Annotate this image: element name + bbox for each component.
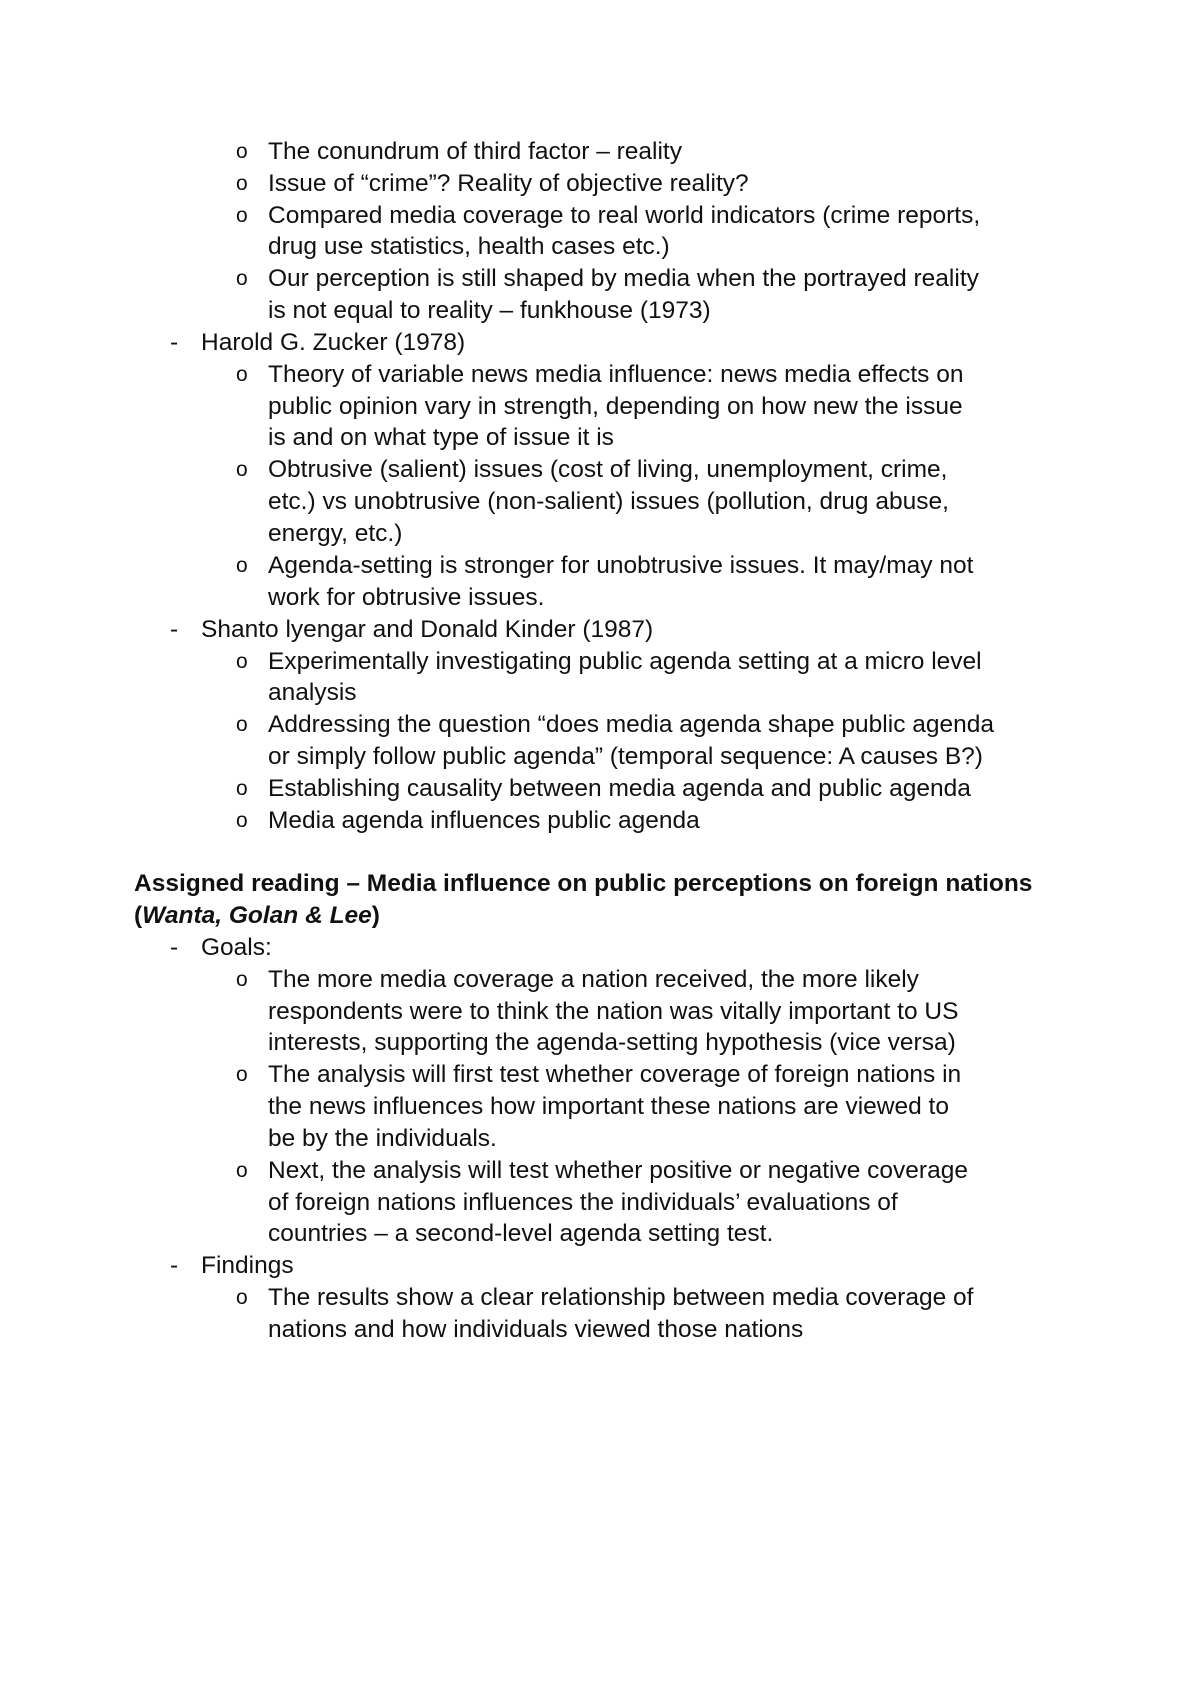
dash-marker: - [170,934,179,961]
bullet-text-continued: the news influences how important these nations are viewed to [268,1093,949,1120]
bullet-marker: o [236,1159,248,1182]
bullet-text: Compared media coverage to real world indicators (crime reports, [268,202,981,229]
authors-italic: Wanta, Golan & Lee [142,902,372,929]
bullet-text-continued: interests, supporting the agenda-setting hypothesis (vice versa) [268,1029,956,1056]
bullet-text-continued: energy, etc.) [268,520,403,547]
dash-marker: - [170,1252,179,1279]
bullet-text-continued: drug use statistics, health cases etc.) [268,233,670,260]
paren-close: ) [371,902,380,929]
section-heading-authors [134,899,380,933]
bullet-text: Obtrusive (salient) issues (cost of living, unemployment, crime, [268,456,948,483]
bullet-text-continued: countries – a second-level agenda setting test. [268,1220,774,1247]
dash-marker: - [170,329,179,356]
dash-marker: - [170,616,179,643]
bullet-text-continued: work for obtrusive issues. [268,584,545,611]
bullet-text-continued: is not equal to reality – funkhouse (1973) [268,297,711,324]
bullet-marker: o [236,777,248,800]
section-heading: Assigned reading – Media influence on public perceptions on foreign nations [134,870,1033,897]
bullet-text: The more media coverage a nation received, the more likely [268,966,919,993]
bullet-marker: o [236,363,248,386]
bullet-marker: o [236,140,248,163]
bullet-marker: o [236,204,248,227]
bullet-text: Agenda-setting is stronger for unobtrusive issues. It may/may not [268,552,974,579]
section-label-iyengar: Shanto lyengar and Donald Kinder (1987) [201,616,654,643]
goals-label: Goals: [201,934,272,961]
bullet-marker: o [236,1286,248,1309]
bullet-marker: o [236,968,248,991]
bullet-text-continued: etc.) vs unobtrusive (non-salient) issues (pollution, drug abuse, [268,488,949,515]
bullet-text-continued: respondents were to think the nation was vitally important to US [268,998,959,1025]
bullet-text: Next, the analysis will test whether positive or negative coverage [268,1157,968,1184]
bullet-marker: o [236,1063,248,1086]
bullet-marker: o [236,554,248,577]
bullet-text-continued: nations and how individuals viewed those nations [268,1316,804,1343]
bullet-text: The analysis will first test whether coverage of foreign nations in [268,1061,962,1088]
bullet-text-continued: is and on what type of issue it is [268,424,614,451]
bullet-text-continued: be by the individuals. [268,1125,497,1152]
bullet-marker: o [236,458,248,481]
bullet-text: The conundrum of third factor – reality [268,138,682,165]
bullet-marker: o [236,650,248,673]
paren-open: ( [134,902,143,929]
bullet-text: Theory of variable news media influence: news media effects on [268,361,964,388]
findings-label: Findings [201,1252,294,1279]
bullet-text-continued: public opinion vary in strength, depending on how new the issue [268,393,963,420]
bullet-text: The results show a clear relationship between media coverage of [268,1284,974,1311]
bullet-text: Media agenda influences public agenda [268,807,700,834]
bullet-text: Establishing causality between media agenda and public agenda [268,775,971,802]
bullet-text: Issue of “crime”? Reality of objective reality? [268,170,749,197]
bullet-text: Our perception is still shaped by media when the portrayed reality [268,265,979,292]
bullet-text: Experimentally investigating public agenda setting at a micro level [268,648,982,675]
bullet-marker: o [236,713,248,736]
bullet-marker: o [236,267,248,290]
bullet-text-continued: of foreign nations influences the individuals’ evaluations of [268,1189,898,1216]
bullet-text-continued: or simply follow public agenda” (temporal sequence: A causes B?) [268,743,983,770]
bullet-marker: o [236,809,248,832]
bullet-text: Addressing the question “does media agenda shape public agenda [268,711,995,738]
section-label-zucker: Harold G. Zucker (1978) [201,329,466,356]
bullet-text-continued: analysis [268,679,357,706]
bullet-marker: o [236,172,248,195]
